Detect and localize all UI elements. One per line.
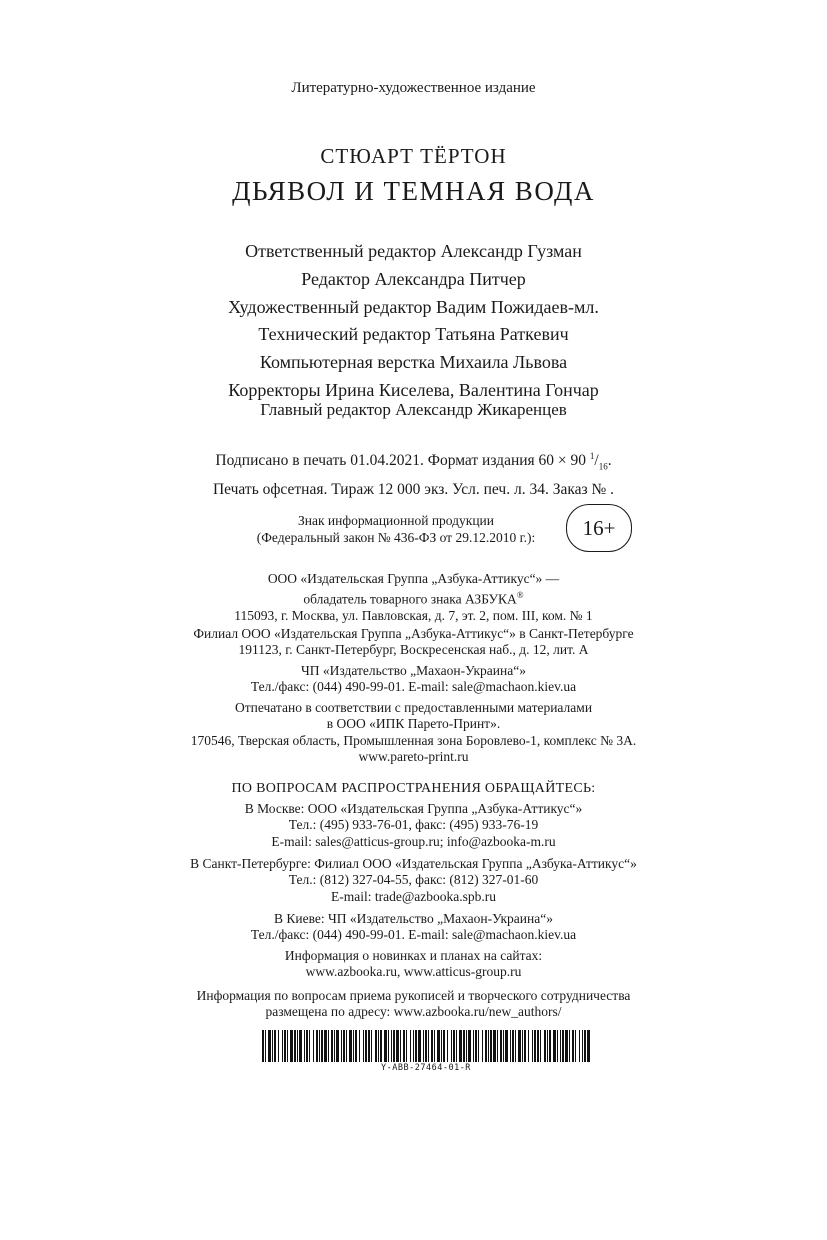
barcode-bar bbox=[331, 1030, 333, 1062]
barcode-bar bbox=[406, 1030, 407, 1062]
distribution-kiev: В Киеве: ЧП «Издательство „Махаон-Украина“» Тел./факс: (044) 490-99-01. E-mail: sale@machaon.kiev.ua bbox=[250, 911, 577, 943]
barcode-bar bbox=[453, 1030, 455, 1062]
barcode-bar bbox=[380, 1030, 382, 1062]
barcode-bar bbox=[336, 1030, 339, 1062]
news-info: Информация о новинках и планах на сайтах: www.azbooka.ru, www.atticus-group.ru bbox=[284, 948, 543, 980]
barcode-bar bbox=[451, 1030, 452, 1062]
barcode-bar bbox=[304, 1030, 305, 1062]
barcode-bar bbox=[522, 1030, 523, 1062]
print-info bbox=[0, 444, 827, 502]
barcode-bar bbox=[418, 1030, 421, 1062]
barcode-bar bbox=[510, 1030, 511, 1062]
info-sign-text: Знак информационной продукции (Федеральный закон № 436-ФЗ от 29.12.2010 г.): bbox=[256, 513, 536, 545]
barcode-bar bbox=[443, 1030, 445, 1062]
barcode-bar bbox=[497, 1030, 498, 1062]
barcode-bar bbox=[423, 1030, 424, 1062]
barcode-bar bbox=[485, 1030, 487, 1062]
barcode-bar bbox=[393, 1030, 395, 1062]
barcode-bar bbox=[294, 1030, 296, 1062]
barcode-bar bbox=[343, 1030, 345, 1062]
barcode-bar bbox=[557, 1030, 558, 1062]
barcode-image bbox=[262, 1030, 590, 1062]
barcode-bar bbox=[365, 1030, 367, 1062]
barcode-bar bbox=[282, 1030, 283, 1062]
distribution-spb: В Санкт-Петербурге: Филиал ООО «Издательская Группа „Азбука-Аттикус“» Тел.: (812) 327-04-55, факс: (812) 327-01-60 E-mail: trade@azbooka.spb.ru bbox=[190, 856, 637, 904]
barcode-bar bbox=[355, 1030, 357, 1062]
filial-info: Филиал ООО «Издательская Группа „Азбука-Аттикус“» в Санкт-Петербурге 191123, г. Санкт-Петербург, Воскресенская наб., д. 12, лит. А bbox=[193, 626, 634, 658]
format-fraction-den: 16 bbox=[598, 461, 608, 472]
barcode-bar bbox=[313, 1030, 314, 1062]
barcode-bar bbox=[447, 1030, 448, 1062]
barcode-bar bbox=[413, 1030, 414, 1062]
staff-line: Ответственный редактор Александр Гузман bbox=[245, 241, 582, 261]
barcode-bar bbox=[547, 1030, 548, 1062]
barcode-bar bbox=[524, 1030, 526, 1062]
barcode-bar bbox=[569, 1030, 570, 1062]
age-rating-badge: 16+ bbox=[566, 504, 632, 552]
barcode-bar bbox=[500, 1030, 502, 1062]
barcode-bar bbox=[503, 1030, 504, 1062]
barcode-bar bbox=[297, 1030, 298, 1062]
distribution-moscow: В Москве: ООО «Издательская Группа „Азбука-Аттикус“» Тел.: (495) 933-76-01, факс: (495) 933-76-19 E-mail: sales@atticus-group.ru; info@azbooka-m.ru bbox=[244, 801, 583, 849]
format-fraction-num: 1 bbox=[589, 451, 595, 461]
barcode-bar bbox=[410, 1030, 411, 1062]
barcode-bar bbox=[309, 1030, 310, 1062]
barcode-bar bbox=[403, 1030, 405, 1062]
barcode-bar bbox=[391, 1030, 392, 1062]
barcode-bar bbox=[388, 1030, 389, 1062]
barcode-bar bbox=[575, 1030, 576, 1062]
barcode-bar bbox=[324, 1030, 327, 1062]
barcode-bar bbox=[284, 1030, 286, 1062]
barcode-bar bbox=[572, 1030, 574, 1062]
barcode-bar bbox=[268, 1030, 271, 1062]
barcode-bar bbox=[346, 1030, 347, 1062]
staff-line: Корректоры Ирина Киселева, Валентина Гончар bbox=[228, 379, 599, 400]
barcode-bar bbox=[587, 1030, 590, 1062]
barcode-bar bbox=[316, 1030, 318, 1062]
barcode-bar bbox=[334, 1030, 335, 1062]
barcode-bar bbox=[534, 1030, 536, 1062]
printer-website: www.pareto-print.ru bbox=[358, 748, 469, 764]
barcode-bar bbox=[565, 1030, 568, 1062]
barcode-bar bbox=[375, 1030, 377, 1062]
barcode-bar bbox=[371, 1030, 372, 1062]
barcode-bar bbox=[478, 1030, 479, 1062]
barcode-bar bbox=[490, 1030, 492, 1062]
author-name: СТЮАРТ ТЁРТОН bbox=[320, 144, 507, 168]
barcode-bar bbox=[384, 1030, 387, 1062]
distribution-heading: ПО ВОПРОСАМ РАСПРОСТРАНЕНИЯ ОБРАЩАЙТЕСЬ: bbox=[231, 781, 596, 796]
barcode-bar bbox=[363, 1030, 364, 1062]
barcode-bar bbox=[341, 1030, 342, 1062]
barcode-bar bbox=[272, 1030, 273, 1062]
staff-credits bbox=[0, 238, 827, 405]
barcode-bar bbox=[459, 1030, 462, 1062]
barcode-bar bbox=[262, 1030, 264, 1062]
staff-line: Редактор Александра Питчер bbox=[301, 268, 526, 289]
book-title: ДЬЯВОЛ И ТЕМНАЯ ВОДА bbox=[232, 176, 595, 206]
barcode-bar bbox=[482, 1030, 483, 1062]
mahaon-info: ЧП «Издательство „Махаон-Украина“» Тел./факс: (044) 490-99-01. E-mail: sale@machaon.kiev.ua bbox=[250, 663, 577, 695]
barcode-bar bbox=[540, 1030, 541, 1062]
barcode-bar bbox=[359, 1030, 360, 1062]
barcode-bar bbox=[549, 1030, 551, 1062]
barcode-bar bbox=[468, 1030, 471, 1062]
barcode-bar bbox=[353, 1030, 354, 1062]
barcode-bar bbox=[553, 1030, 556, 1062]
barcode-bar bbox=[505, 1030, 508, 1062]
barcode-bar bbox=[562, 1030, 564, 1062]
registered-mark: ® bbox=[516, 590, 524, 601]
barcode-bar bbox=[532, 1030, 533, 1062]
printing-info: Отпечатано в соответствии с предоставленными материалами в ООО «ИПК Парето-Принт». 170546, Тверская область, Промышленная зона Боровлево-1, комплекс № 3А. www.pareto-print.ru bbox=[0, 700, 827, 765]
manuscripts-info: Информация по вопросам приема рукописей и творческого сотрудничества размещена по адресу: www.azbooka.ru/new_authors/ bbox=[196, 988, 631, 1020]
barcode-bar bbox=[584, 1030, 586, 1062]
edition-type: Литературно-художественное издание bbox=[291, 80, 536, 96]
barcode-bar bbox=[274, 1030, 276, 1062]
barcode-bar bbox=[434, 1030, 435, 1062]
barcode-bar bbox=[466, 1030, 467, 1062]
barcode-bar bbox=[415, 1030, 417, 1062]
staff-line: Художественный редактор Вадим Пожидаев-мл. bbox=[228, 296, 599, 317]
barcode-bar bbox=[278, 1030, 279, 1062]
barcode-bar bbox=[349, 1030, 352, 1062]
barcode-bar bbox=[400, 1030, 401, 1062]
barcode-bar bbox=[287, 1030, 288, 1062]
barcode-bar bbox=[378, 1030, 379, 1062]
barcode-bar bbox=[306, 1030, 308, 1062]
barcode-bar bbox=[512, 1030, 514, 1062]
barcode-bar bbox=[463, 1030, 465, 1062]
barcode-bar bbox=[321, 1030, 323, 1062]
barcode-bar bbox=[319, 1030, 320, 1062]
barcode-bar bbox=[437, 1030, 440, 1062]
barcode-bar bbox=[528, 1030, 529, 1062]
print-info-line1: Подписано в печать 01.04.2021. Формат издания 60 × 90 $^1/_{16}$. bbox=[215, 451, 612, 472]
barcode-bar bbox=[425, 1030, 427, 1062]
staff-line: Технический редактор Татьяна Раткевич bbox=[258, 324, 569, 345]
chief-editor: Главный редактор Александр Жикаренцев bbox=[260, 400, 567, 419]
barcode-bar bbox=[290, 1030, 293, 1062]
barcode-bar bbox=[428, 1030, 429, 1062]
barcode-bar bbox=[396, 1030, 399, 1062]
barcode-bar bbox=[475, 1030, 477, 1062]
barcode-bar bbox=[368, 1030, 370, 1062]
publisher-info: ООО «Издательская Группа „Азбука-Аттикус“» — обладатель товарного знака АЗБУКА® 115093, г. Москва, ул. Павловская, д. 7, эт. 2, пом. III, ком. № 1 bbox=[234, 571, 593, 624]
barcode-bar bbox=[441, 1030, 442, 1062]
staff-line: Компьютерная верстка Михаила Львова bbox=[259, 352, 568, 373]
print-info-line2: Печать офсетная. Тираж 12 000 экз. Усл. печ. л. 34. Заказ № . bbox=[212, 481, 615, 499]
barcode-bar bbox=[473, 1030, 474, 1062]
barcode-bar bbox=[431, 1030, 433, 1062]
barcode-bar bbox=[518, 1030, 521, 1062]
barcode-bar bbox=[515, 1030, 516, 1062]
barcode-bar bbox=[537, 1030, 539, 1062]
barcode-bar bbox=[493, 1030, 496, 1062]
barcode-bar bbox=[544, 1030, 546, 1062]
barcode-bar bbox=[456, 1030, 457, 1062]
barcode-bar bbox=[582, 1030, 583, 1062]
barcode-number: Y-ABB-27464-01-R bbox=[381, 1063, 471, 1073]
barcode-bar bbox=[579, 1030, 580, 1062]
barcode-bar bbox=[560, 1030, 561, 1062]
barcode-bar bbox=[488, 1030, 489, 1062]
barcode-bar bbox=[299, 1030, 302, 1062]
barcode-bar bbox=[328, 1030, 329, 1062]
barcode-bar bbox=[265, 1030, 266, 1062]
